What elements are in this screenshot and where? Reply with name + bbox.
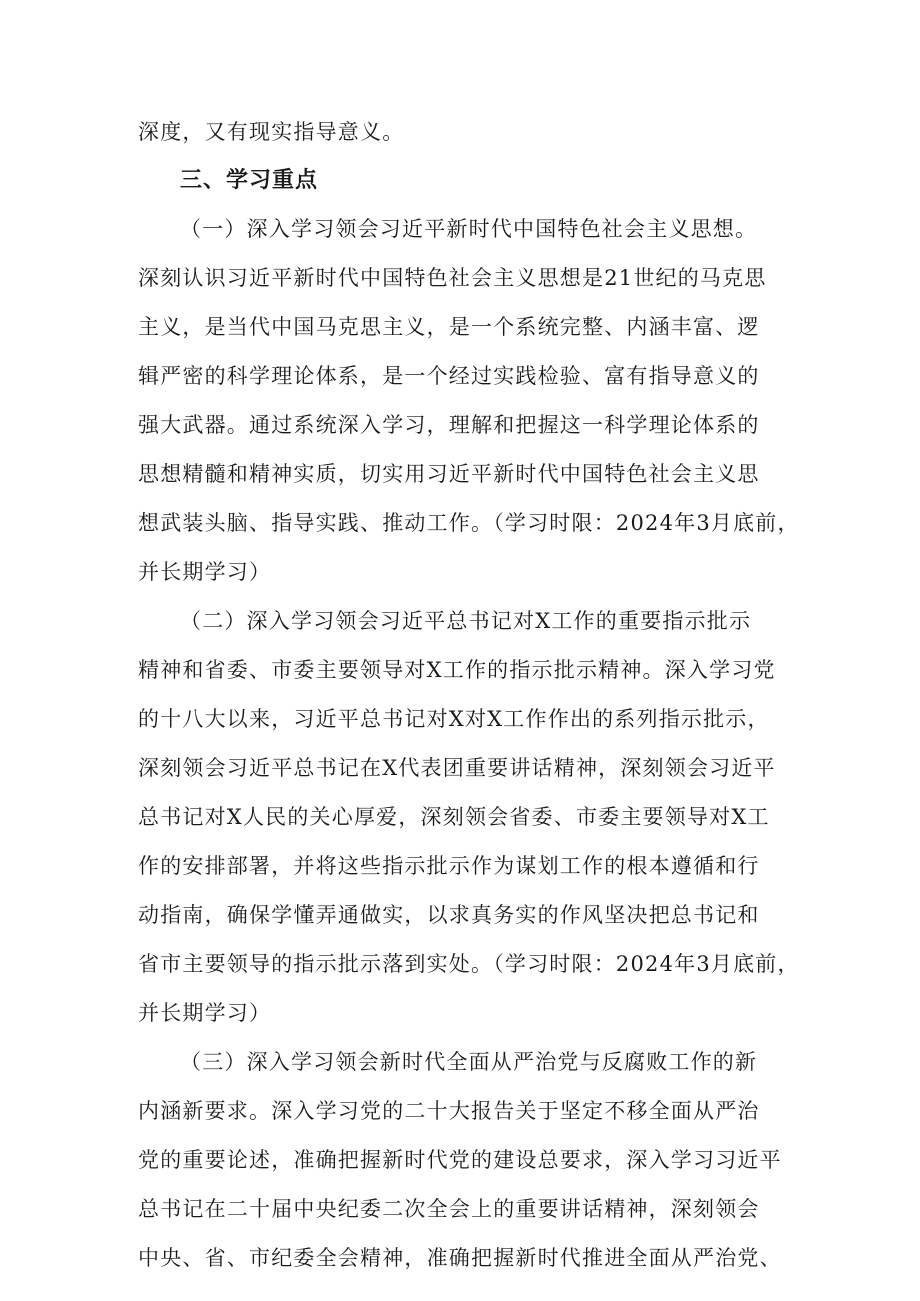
paragraph-line: 作的安排部署，并将这些指示批示作为谋划工作的根本遵循和行 [138,854,760,878]
paragraph-line: 强大武器。通过系统深入学习，理解和把握这一科学理论体系的 [138,413,760,437]
paragraph-line: （二）深入学习领会习近平总书记对X工作的重要指示批示 [180,609,752,633]
paragraph-line: 动指南，确保学懂弄通做实，以求真务实的作风坚决把总书记和 [138,903,760,927]
paragraph-line: 精神和省委、市委主要领导对X工作的指示批示精神。深入学习党 [138,658,776,682]
paragraph-line: 的十八大以来，习近平总书记对X对X工作作出的系列指示批示， [138,707,770,731]
paragraph-line: 深刻认识习近平新时代中国特色社会主义思想是21世纪的马克思 [138,266,767,290]
paragraph-line: 辑严密的科学理论体系，是一个经过实践检验、富有指导意义的 [138,364,760,388]
paragraph-line: 总书记在二十届中央纪委二次全会上的重要讲话精神，深刻领会 [138,1197,760,1221]
paragraph-line: 中央、省、市纪委全会精神，准确把握新时代推进全面从严治党、 [138,1246,782,1270]
paragraph-line: （三）深入学习领会新时代全面从严治党与反腐败工作的新 [180,1050,758,1074]
paragraph-line: 省市主要领导的指示批示落到实处。（学习时限：2024年3月底前， [138,952,800,976]
paragraph-line: 总书记对X人民的关心厚爱，深刻领会省委、市委主要领导对X工 [138,805,770,829]
paragraph-line: 想武装头脑、指导实践、推动工作。（学习时限：2024年3月底前， [138,511,800,535]
paragraph-line: 内涵新要求。深入学习党的二十大报告关于坚定不移全面从严治 [138,1099,760,1123]
paragraph-line: 党的重要论述，准确把握新时代党的建设总要求，深入学习习近平 [138,1148,782,1172]
section-heading: 三、学习重点 [180,168,319,193]
paragraph-line: （一）深入学习领会习近平新时代中国特色社会主义思想。 [180,217,758,241]
intro-line: 深度，又有现实指导意义。 [138,120,405,144]
paragraph-line: 并长期学习） [138,1001,272,1025]
paragraph-line: 深刻领会习近平总书记在X代表团重要讲话精神，深刻领会习近平 [138,756,776,780]
paragraph-line: 主义，是当代中国马克思主义，是一个系统完整、内涵丰富、逻 [138,315,760,339]
paragraph-line: 思想精髓和精神实质，切实用习近平新时代中国特色社会主义思 [138,462,760,486]
paragraph-line: 并长期学习） [138,560,272,584]
